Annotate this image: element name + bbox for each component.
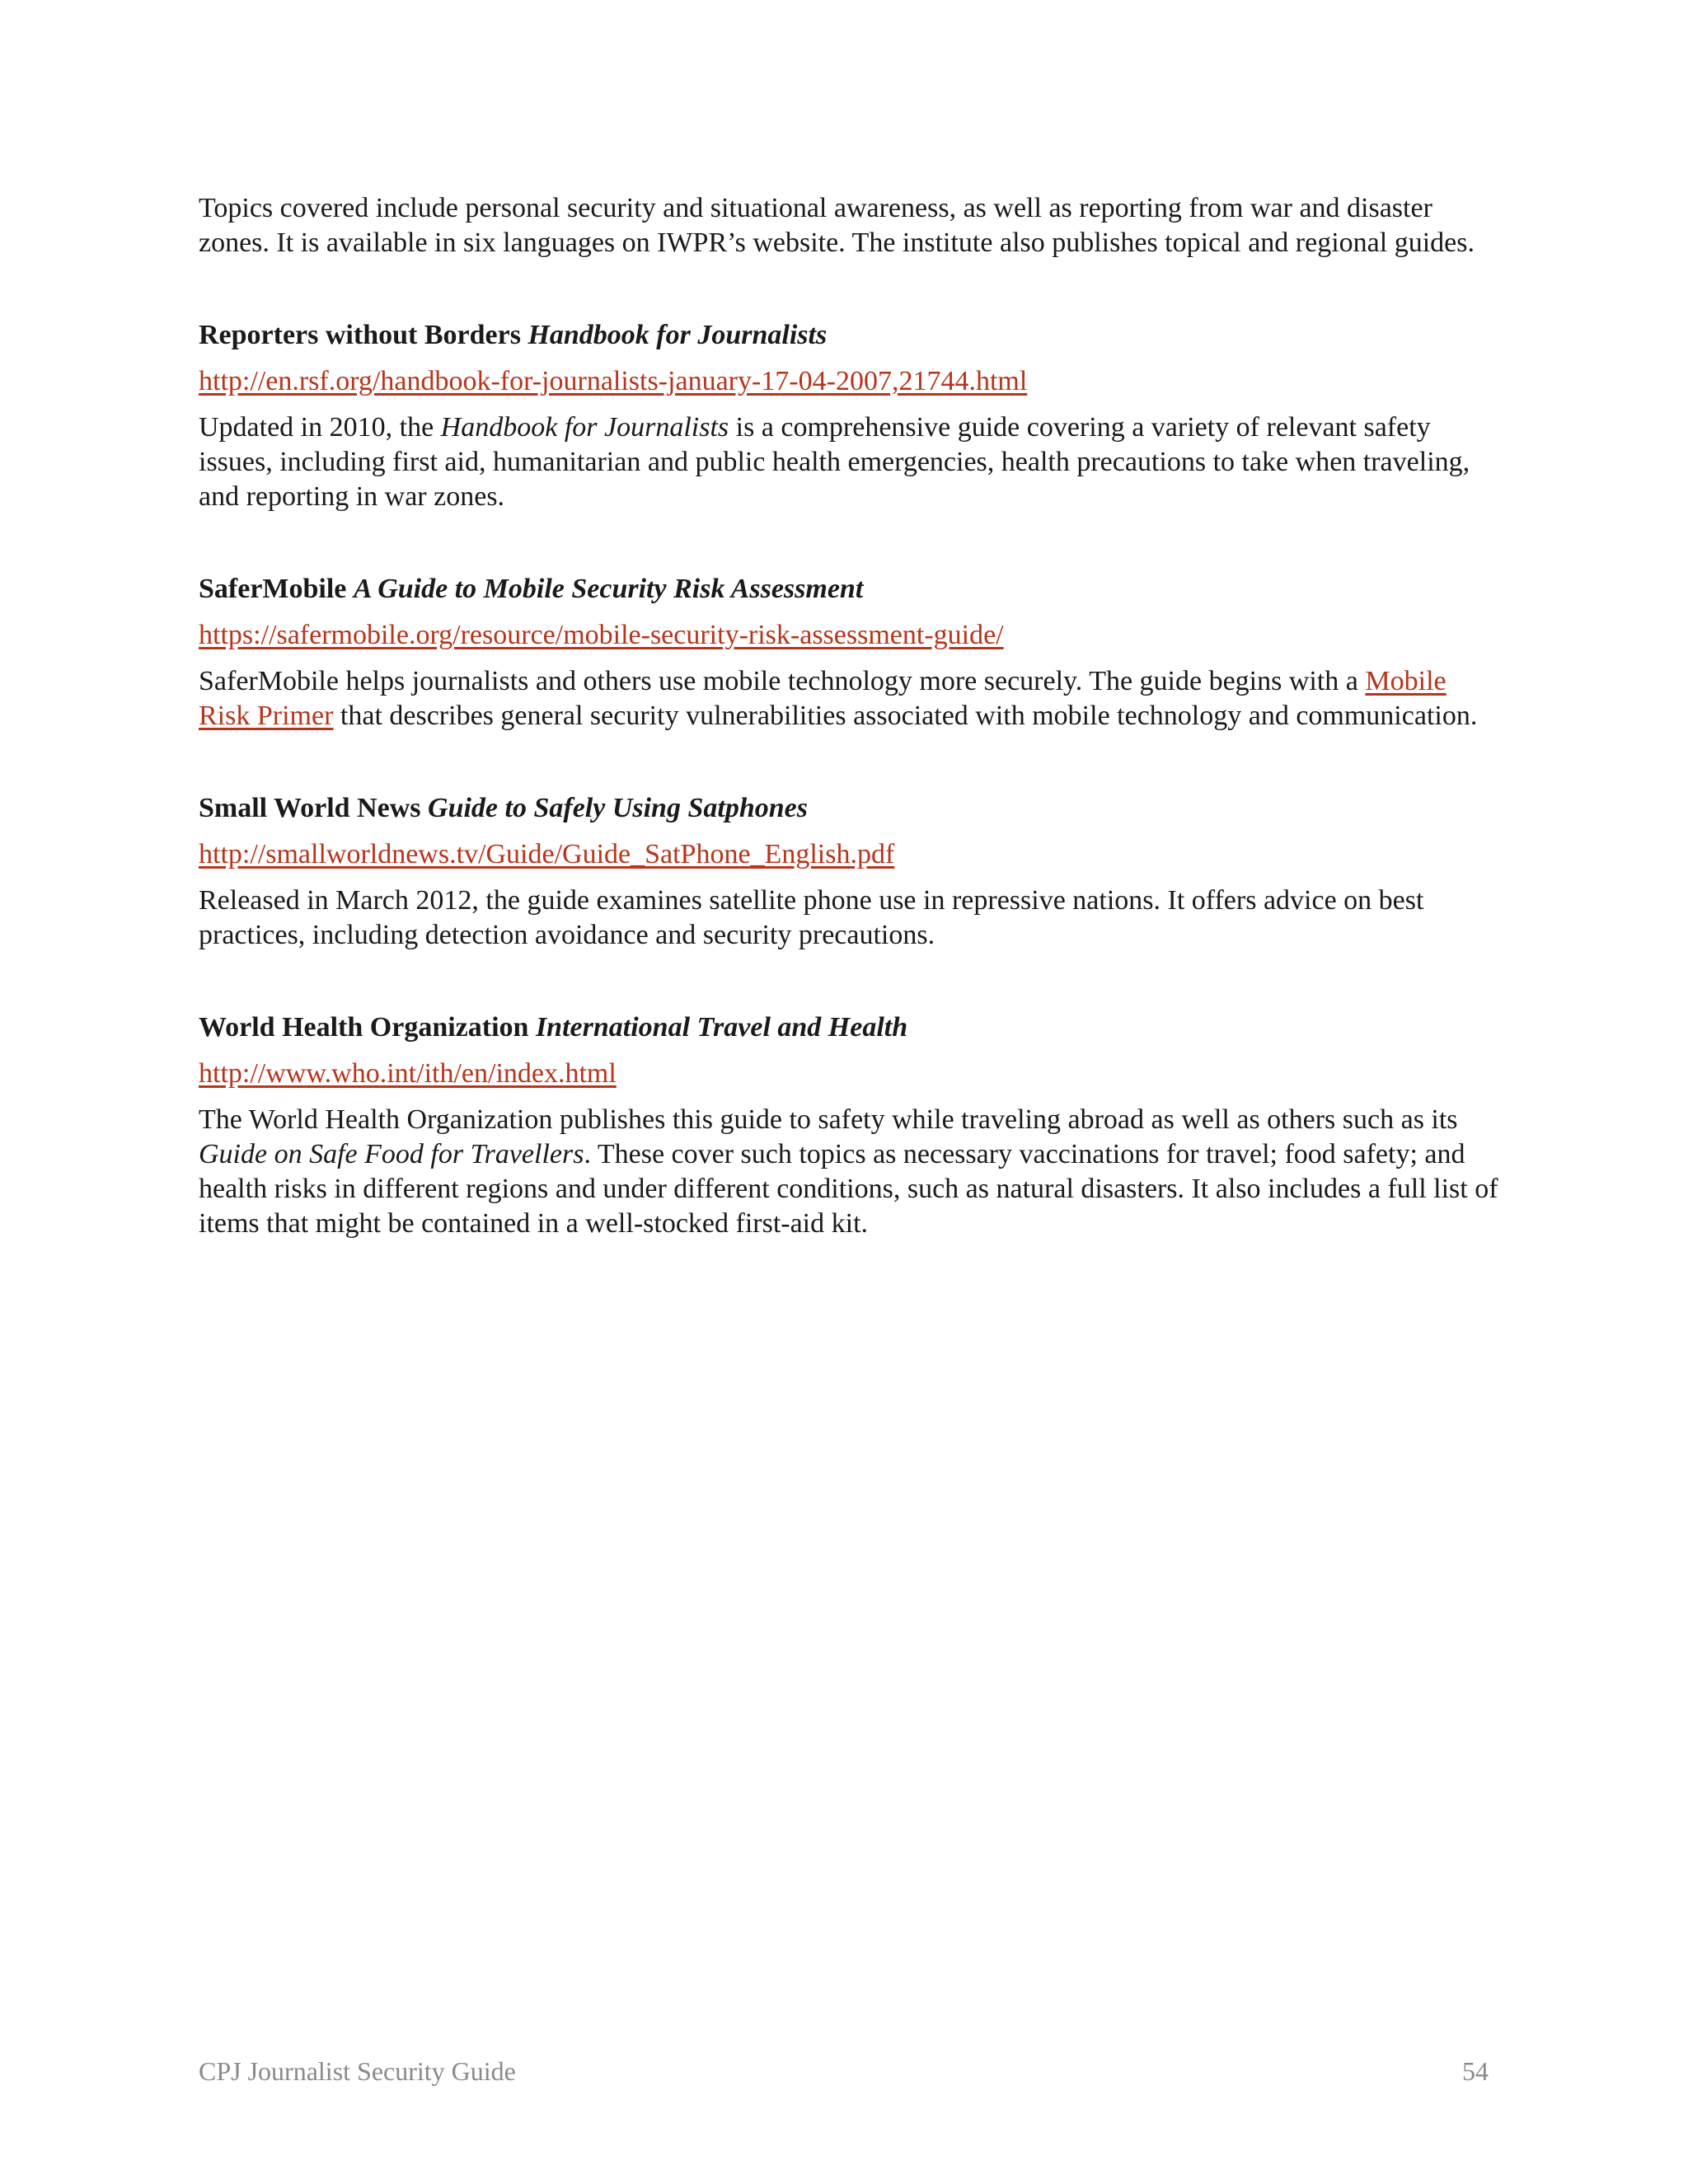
desc-italic-title: Guide on Safe Food for Travellers [199, 1139, 584, 1169]
entry-description: Released in March 2012, the guide examines satellite phone use in repressive nations. It offers advice on best practices, including detection avoidance and security precautions. [199, 885, 1424, 950]
entry-url-link[interactable]: https://safermobile.org/resource/mobile-security-risk-assessment-guide/ [199, 620, 1004, 650]
resource-entry-safermobile [199, 572, 1501, 733]
entry-org: World Health Organization [199, 1012, 529, 1043]
resource-entry-small-world-news [199, 791, 1501, 953]
entry-org: SaferMobile [199, 574, 347, 604]
resource-entry-who [199, 1010, 1501, 1241]
entry-url-link[interactable]: http://www.who.int/ith/en/index.html [199, 1058, 617, 1089]
desc-text: . These cover such topics as necessary vaccinations for travel; food safety; and health risks in different regions and under different conditions, such as natural disasters. It also includes a full list of items that might be contained in a well-stocked first-aid kit. [199, 1139, 1498, 1239]
entry-description [199, 664, 1501, 733]
document-body [199, 191, 1501, 1299]
intro-paragraph: Topics covered include personal security and situational awareness, as well as reporting from war and disaster zones. It is available in six languages on IWPR’s website. The institute also publishes topical and regional guides. [199, 193, 1475, 258]
desc-text: Updated in 2010, the [199, 412, 441, 443]
entry-heading [199, 572, 1501, 607]
entry-url-link[interactable]: http://smallworldnews.tv/Guide/Guide_SatPhone_English.pdf [199, 839, 895, 869]
desc-text: SaferMobile helps journalists and others use mobile technology more securely. The guide begins with a [199, 666, 1366, 696]
entry-title: A Guide to Mobile Security Risk Assessment [353, 574, 864, 604]
entry-url-link[interactable]: http://en.rsf.org/handbook-for-journalists-january-17-04-2007,21744.html [199, 366, 1028, 396]
page-footer [199, 2055, 1489, 2088]
entry-title: International Travel and Health [535, 1012, 908, 1043]
desc-italic-title: Handbook for Journalists [440, 412, 729, 443]
resource-entry-rsf [199, 318, 1501, 514]
entry-org: Small World News [199, 793, 421, 823]
page-number: 54 [1462, 2056, 1489, 2086]
entry-heading [199, 1010, 1501, 1045]
desc-text: The World Health Organization publishes this guide to safety while traveling abroad as well as others such as its [199, 1104, 1458, 1135]
entry-description [199, 410, 1501, 514]
mobile-risk-primer-link[interactable]: Mobile Risk Primer [199, 666, 1447, 731]
entry-title: Guide to Safely Using Satphones [428, 793, 808, 823]
entry-description [199, 1103, 1501, 1241]
entry-heading [199, 318, 1501, 353]
footer-title: CPJ Journalist Security Guide [199, 2056, 516, 2086]
desc-text: that describes general security vulnerabilities associated with mobile technology and communication. [333, 701, 1478, 731]
entry-title: Handbook for Journalists [528, 320, 828, 350]
entry-org: Reporters without Borders [199, 320, 521, 350]
desc-text: is a comprehensive guide covering a variety of relevant safety issues, including first aid, humanitarian and public health emergencies, health precautions to take when traveling, and reporting in war zones. [199, 412, 1470, 512]
entry-heading [199, 791, 1501, 826]
